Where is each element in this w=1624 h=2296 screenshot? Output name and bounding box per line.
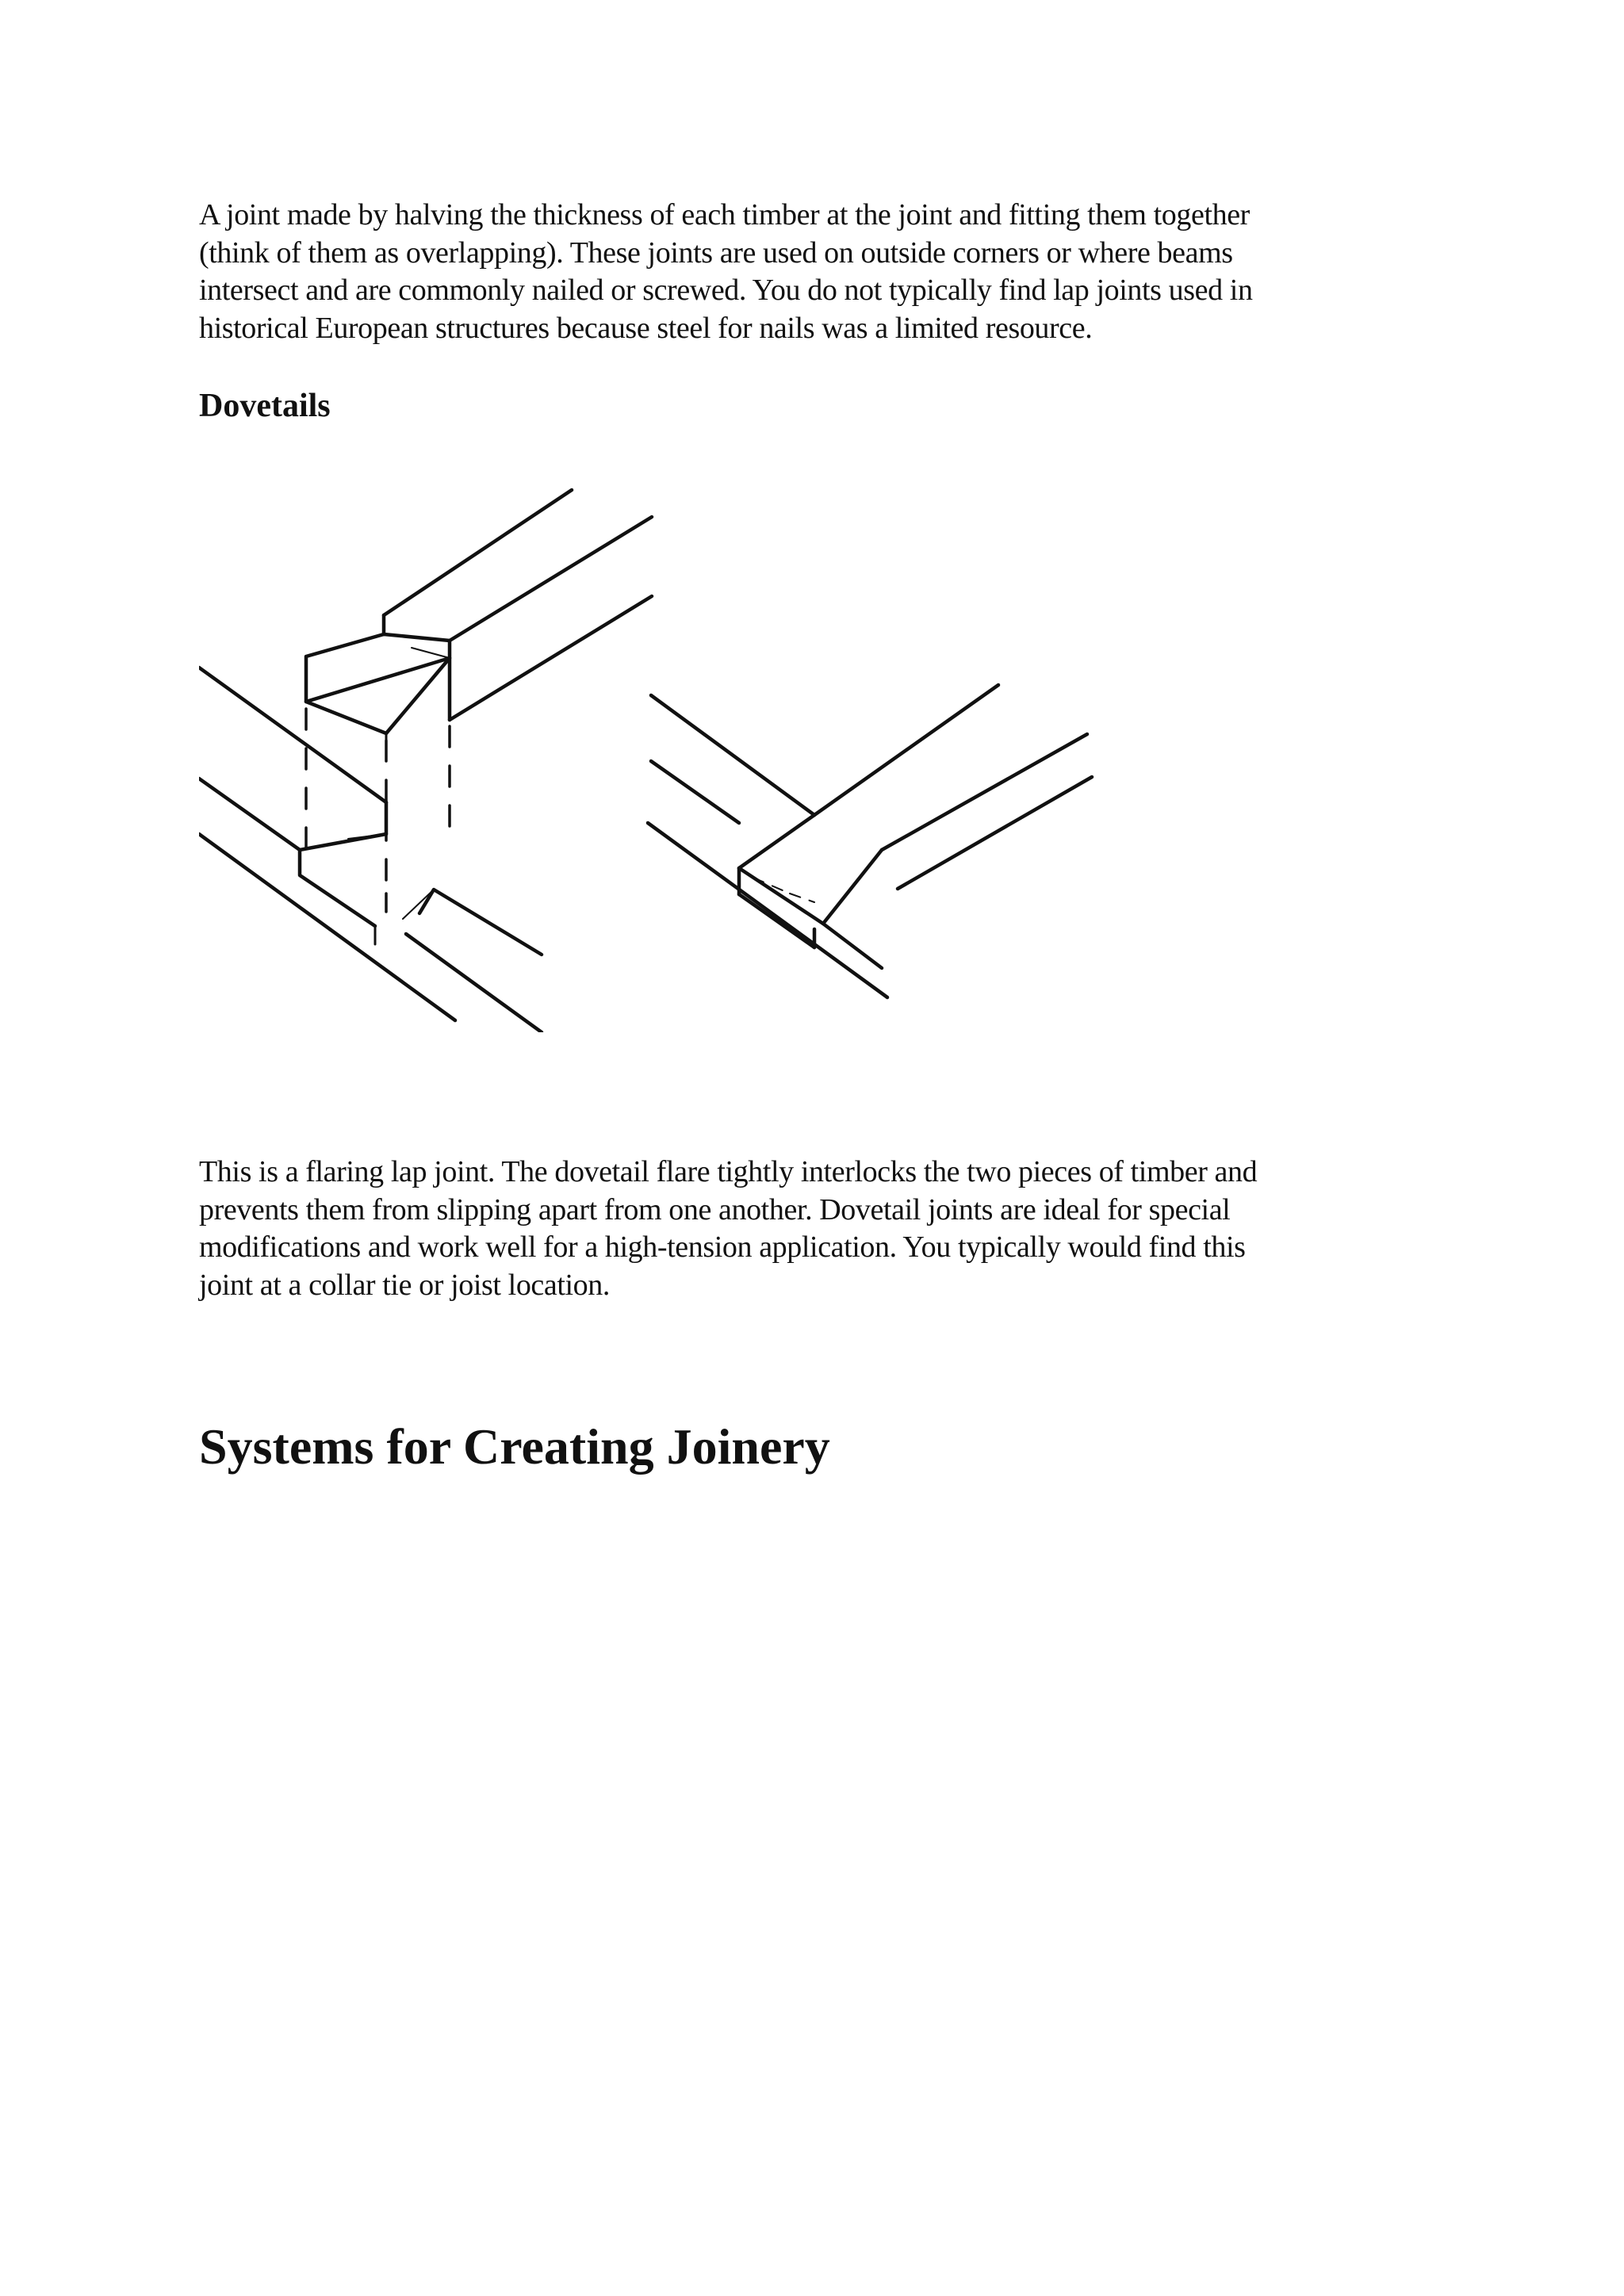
flaring-line-3: modifications and work well for a high-tension application. You typically would find this [199, 1230, 1246, 1264]
flaring-line-4: joint at a collar tie or joist location. [199, 1268, 610, 1302]
flaring-line-2: prevents them from slipping apart from one another. Dovetail joints are ideal for special [199, 1192, 1231, 1226]
figure-background [199, 461, 1101, 1032]
dovetail-joint-illustration [199, 461, 1101, 1032]
intro-paragraph [199, 197, 1388, 347]
intro-line-3: intersect and are commonly nailed or screwed. You do not typically find lap joints used in [199, 274, 1253, 307]
dovetails-heading: Dovetails [199, 388, 331, 424]
flaring-paragraph [199, 1154, 1388, 1304]
flaring-line-1: This is a flaring lap joint. The dovetail flare tightly interlocks the two pieces of timber and [199, 1155, 1258, 1188]
dovetail-joint-drawing [199, 461, 1101, 1032]
section-heading: Systems for Creating Joinery [199, 1418, 830, 1475]
intro-line-1: A joint made by halving the thickness of each timber at the joint and fitting them together [199, 198, 1250, 232]
intro-line-2: (think of them as overlapping). These joints are used on outside corners or where beams [199, 235, 1233, 270]
intro-line-4: historical European structures because steel for nails was a limited resource. [199, 311, 1093, 345]
